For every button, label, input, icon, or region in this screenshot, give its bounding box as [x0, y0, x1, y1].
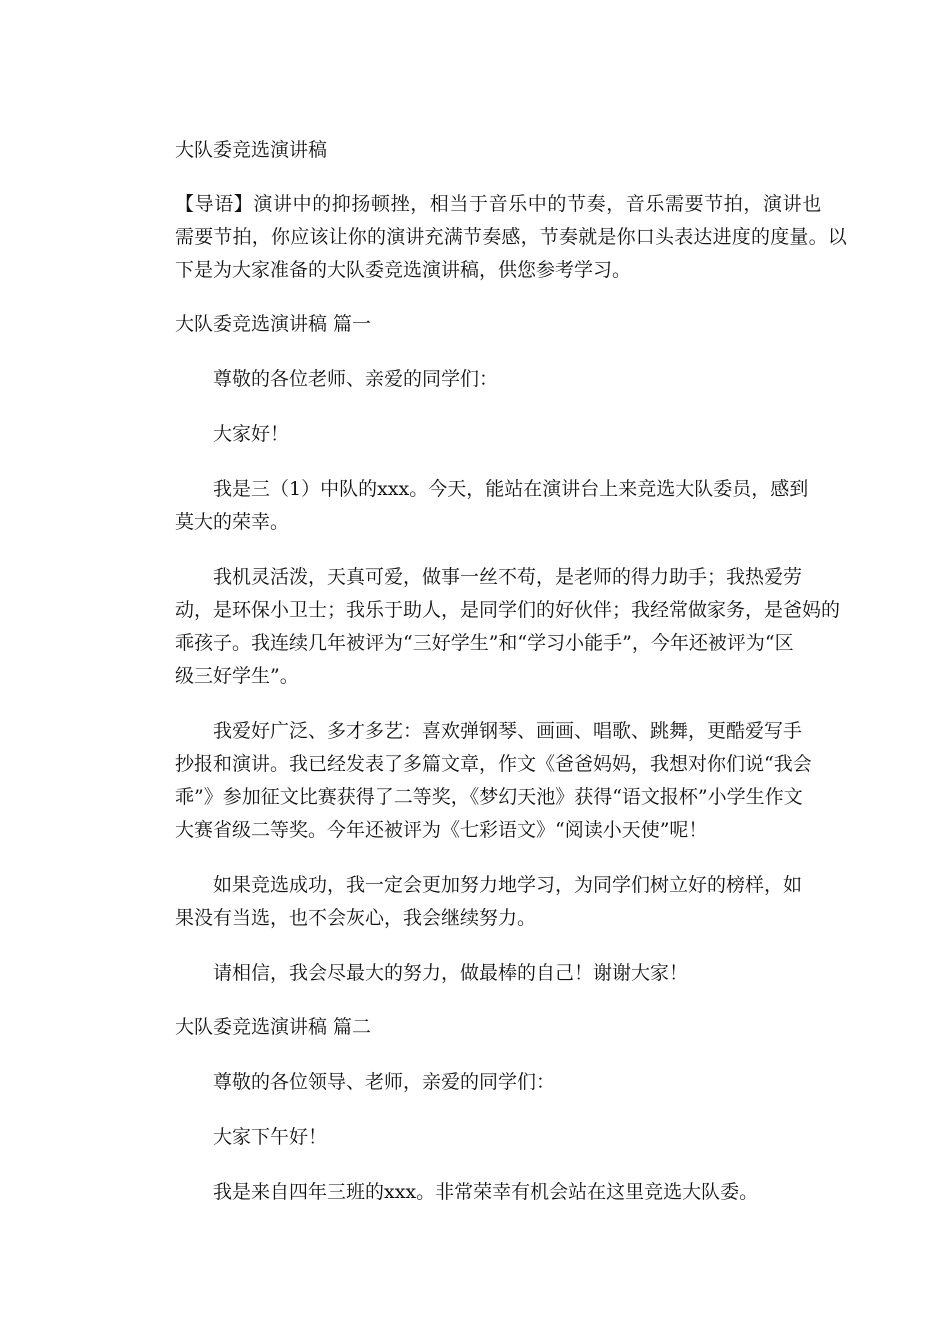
intro-line: 【导语】演讲中的抑扬顿挫，相当于音乐中的节奏，音乐需要节拍，演讲也	[175, 193, 822, 215]
paragraph-line: 我爱好广泛、多才多艺：喜欢弹钢琴、画画、唱歌、跳舞，更酷爱写手	[213, 720, 803, 742]
paragraph-line: 动，是环保小卫士；我乐于助人，是同学们的好伙伴；我经常做家务，是爸妈的	[175, 599, 841, 621]
hello-1: 大家好！	[213, 423, 290, 445]
hello-2: 大家下午好！	[213, 1126, 328, 1148]
paragraph-line: 大赛省级二等奖。今年还被评为《七彩语文》“阅读小天使”呢！	[175, 819, 708, 841]
paragraph-line: 级三好学生”。	[175, 665, 299, 687]
paragraph-line: 莫大的荣幸。	[175, 511, 290, 533]
paragraph-line: 果没有当选，也不会灰心，我会继续努力。	[175, 907, 537, 929]
section-heading-1: 大队委竞选演讲稿 篇一	[175, 313, 372, 335]
intro-line: 需要节拍，你应该让你的演讲充满节奏感，节奏就是你口头表达进度的度量。以	[175, 226, 848, 248]
intro-line: 下是为大家准备的大队委竞选演讲稿，供您参考学习。	[175, 259, 632, 281]
paragraph-line: 乖孩子。我连续几年被评为“三好学生”和“学习小能手”，今年还被评为“区	[175, 632, 794, 654]
paragraph-line: 请相信，我会尽最大的努力，做最棒的自己！谢谢大家！	[213, 962, 689, 984]
greeting-2: 尊敬的各位领导、老师，亲爱的同学们：	[213, 1071, 556, 1093]
document-title: 大队委竞选演讲稿	[175, 139, 328, 161]
paragraph-line: 我机灵活泼，天真可爱，做事一丝不苟，是老师的得力助手；我热爱劳	[213, 566, 803, 588]
greeting-1: 尊敬的各位老师、亲爱的同学们：	[213, 368, 499, 390]
section-heading-2: 大队委竞选演讲稿 篇二	[175, 1016, 372, 1038]
paragraph-line: 乖”》参加征文比赛获得了二等奖，《梦幻天池》获得“语文报杯”小学生作文	[175, 786, 803, 808]
paragraph-line: 我是来自四年三班的xxx。非常荣幸有机会站在这里竞选大队委。	[213, 1181, 759, 1203]
paragraph-line: 我是三（1）中队的xxx。今天，能站在演讲台上来竞选大队委员，感到	[213, 478, 809, 500]
paragraph-line: 如果竞选成功，我一定会更加努力地学习，为同学们树立好的榜样，如	[213, 874, 803, 896]
paragraph-line: 抄报和演讲。我已经发表了多篇文章，作文《爸爸妈妈，我想对你们说“我会	[175, 753, 812, 775]
